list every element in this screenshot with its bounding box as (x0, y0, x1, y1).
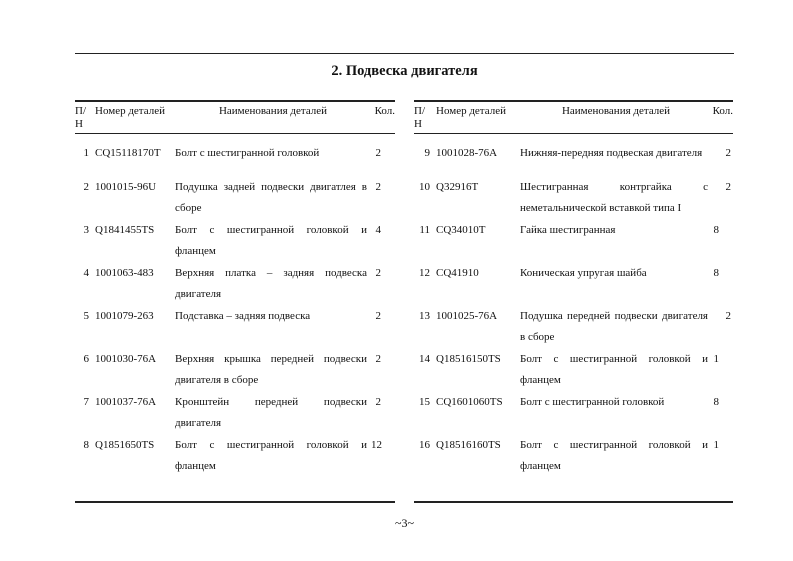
row-name: Болт с шестигранной головкой и фланцем (520, 352, 708, 386)
table-row (414, 220, 733, 263)
row-no: 12 (419, 266, 430, 279)
row-name: Болт с шестигранной головкой и фланцем (175, 223, 367, 257)
row-qty: 1 (713, 438, 719, 451)
row-code: CQ41910 (436, 266, 479, 279)
parts-table-right (414, 100, 733, 478)
header-qty: Кол. (371, 101, 395, 134)
row-no: 14 (419, 352, 430, 365)
row-code: 1001079-263 (95, 309, 154, 322)
row-no: 13 (419, 309, 430, 322)
row-name: Кронштейн передней подвески двигателя (175, 395, 367, 429)
bottom-rule-right (414, 501, 733, 503)
row-qty: 8 (713, 266, 719, 279)
row-code: Q32916T (436, 180, 479, 193)
row-name: Шестигранная контргайка с неметальнической вставкой типа I (520, 180, 708, 214)
row-qty: 1 (713, 352, 719, 365)
table-row (75, 177, 395, 220)
row-qty: 8 (713, 223, 719, 236)
row-no: 3 (83, 223, 89, 236)
row-name: Болт с шестигранной головкой и фланцем (175, 438, 367, 472)
table-row (414, 435, 733, 478)
row-no: 16 (419, 438, 430, 451)
row-qty: 2 (725, 180, 731, 193)
header-row (75, 101, 395, 134)
page-number: ~3~ (395, 516, 414, 530)
row-code: Q18516150TS (436, 352, 501, 365)
table-row (75, 134, 395, 177)
row-code: Q18516160TS (436, 438, 501, 451)
table-row (75, 220, 395, 263)
row-no: 8 (83, 438, 89, 451)
row-name: Коническая упругая шайба (520, 266, 647, 279)
row-code: CQ15118170T (95, 147, 161, 159)
table-row (414, 392, 733, 435)
table-row (75, 263, 395, 306)
row-no: 4 (83, 266, 89, 279)
row-qty: 2 (725, 309, 731, 322)
header-no: П/ Н (75, 101, 95, 134)
row-code: CQ34010T (436, 223, 486, 236)
row-qty: 8 (713, 395, 719, 408)
row-qty: 2 (375, 147, 381, 159)
header-code: Номер деталей (436, 101, 520, 134)
row-name: Подушка задней подвески двигатлея в сборе (175, 180, 367, 214)
table-row (75, 392, 395, 435)
header-no: П/ Н (414, 101, 436, 134)
row-name: Болт с шестигранной головкой и фланцем (520, 438, 708, 472)
row-code: 1001015-96U (95, 180, 157, 193)
row-code: CQ1601060TS (436, 395, 503, 408)
row-no: 15 (419, 395, 430, 408)
row-no: 11 (419, 223, 430, 236)
row-name: Болт с шестигранной головкой (520, 395, 665, 408)
section-title: 2. Подвеска двигателя (331, 63, 478, 79)
row-no: 7 (83, 395, 89, 408)
header-name: Наименования деталей (520, 101, 712, 134)
row-qty: 2 (375, 180, 381, 193)
row-code: 1001025-76A (436, 309, 498, 322)
row-name: Гайка шестигранная (520, 223, 616, 236)
row-name: Болт с шестигранной головкой (175, 147, 320, 159)
row-code: Q1851650TS (95, 438, 155, 451)
row-code: 1001037-76A (95, 395, 157, 408)
header-name: Наименования деталей (175, 101, 371, 134)
table-row (414, 177, 733, 220)
row-code: Q1841455TS (95, 223, 155, 236)
parts-table-left (75, 100, 395, 478)
top-rule (75, 53, 734, 54)
row-qty: 2 (375, 352, 381, 365)
row-qty: 12 (371, 438, 382, 451)
row-no: 1 (83, 147, 89, 159)
bottom-rule-left (75, 501, 395, 503)
row-qty: 2 (375, 309, 381, 322)
table-row (414, 263, 733, 306)
row-code: 1001030-76A (95, 352, 157, 365)
table-row (75, 349, 395, 392)
row-no: 9 (424, 147, 430, 159)
row-name: Подушка передней подвески двигателя в сборе (520, 309, 708, 343)
table-row (75, 435, 395, 478)
header-qty: Кол. (712, 101, 733, 134)
row-no: 6 (83, 352, 89, 365)
row-name: Верхняя платка – задняя подвеска двигателя (175, 266, 367, 300)
row-no: 2 (83, 180, 89, 193)
table-row (75, 306, 395, 349)
header-code: Номер деталей (95, 101, 175, 134)
table-row (414, 306, 733, 349)
row-qty: 2 (725, 147, 731, 159)
row-no: 10 (419, 180, 430, 193)
row-name: Верхняя крышка передней подвески двигателя в сборе (175, 352, 367, 386)
row-qty: 2 (375, 395, 381, 408)
row-name: Нижняя-передняя подвеская двигателя (520, 147, 703, 159)
row-name: Подставка – задняя подвеска (175, 309, 311, 322)
table-row (414, 349, 733, 392)
row-qty: 2 (375, 266, 381, 279)
row-no: 5 (83, 309, 89, 322)
row-qty: 4 (375, 223, 381, 236)
row-code: 1001028-76A (436, 147, 498, 159)
row-code: 1001063-483 (95, 266, 154, 279)
table-row (414, 134, 733, 177)
header-row (414, 101, 733, 134)
